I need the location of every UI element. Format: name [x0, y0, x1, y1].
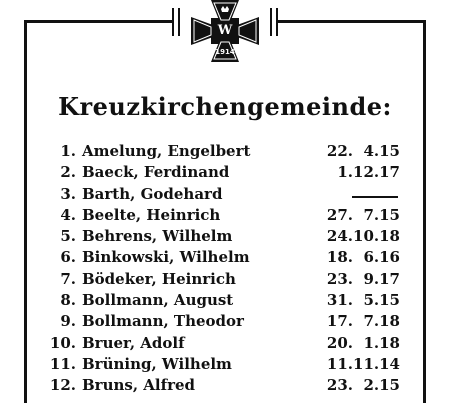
entry-name: Bollmann, Theodor	[82, 312, 244, 331]
entry-name: Baeck, Ferdinand	[82, 163, 230, 182]
entry-name: Bödeker, Heinrich	[82, 269, 236, 288]
entry-number: 6.	[60, 248, 76, 267]
list-entry	[0, 206, 450, 227]
entry-date: 1.12.17	[337, 163, 400, 182]
entry-date: 27. 7.15	[326, 205, 400, 224]
list-entry	[0, 185, 450, 206]
list-entry	[0, 376, 450, 397]
entry-date: 31. 5.15	[326, 291, 400, 310]
iron-cross-icon	[187, 0, 263, 62]
entry-name: Behrens, Wilhelm	[82, 227, 233, 246]
entry-number: 8.	[60, 291, 76, 310]
frame-ornament-bar	[276, 8, 278, 36]
entry-date-unknown-dash	[352, 196, 398, 198]
entry-name: Beelte, Heinrich	[82, 205, 221, 224]
entry-name: Bollmann, August	[82, 291, 234, 310]
entry-number: 3.	[60, 184, 76, 203]
frame-ornament-bar	[178, 8, 180, 36]
casualty-list	[0, 142, 450, 398]
entry-date: 18. 6.16	[326, 248, 400, 267]
list-entry	[0, 227, 450, 248]
list-entry	[0, 142, 450, 163]
entry-number: 10.	[49, 333, 76, 352]
list-entry	[0, 355, 450, 376]
list-entry	[0, 312, 450, 333]
entry-name: Binkowski, Wilhelm	[82, 248, 250, 267]
parish-heading: Kreuzkirchengemeinde:	[58, 92, 392, 121]
list-entry	[0, 163, 450, 184]
entry-number: 12.	[49, 376, 76, 395]
frame-border-top-left	[24, 20, 174, 23]
entry-date: 17. 7.18	[326, 312, 400, 331]
list-entry	[0, 334, 450, 355]
frame-ornament-bar	[270, 8, 272, 36]
entry-number: 2.	[60, 163, 76, 182]
entry-name: Brüning, Wilhelm	[82, 354, 232, 373]
entry-number: 11.	[49, 354, 76, 373]
cross-year: 1914	[215, 48, 235, 56]
entry-number: 7.	[60, 269, 76, 288]
entry-name: Bruns, Alfred	[82, 376, 196, 395]
entry-name: Amelung, Engelbert	[82, 142, 251, 160]
list-entry	[0, 291, 450, 312]
list-entry	[0, 248, 450, 269]
entry-number: 4.	[60, 205, 76, 224]
frame-border-top-right	[276, 20, 426, 23]
entry-date: 20. 1.18	[326, 333, 400, 352]
entry-date: 23. 9.17	[326, 269, 400, 288]
entry-number: 1.	[60, 142, 76, 160]
entry-name: Bruer, Adolf	[82, 333, 185, 352]
entry-date: 22. 4.15	[326, 142, 400, 160]
entry-number: 5.	[60, 227, 76, 246]
cross-monogram: W	[217, 23, 233, 38]
frame-ornament-bar	[172, 8, 174, 36]
entry-date: 23. 2.15	[326, 376, 400, 395]
entry-date: 11.11.14	[326, 354, 400, 373]
entry-name: Barth, Godehard	[82, 184, 223, 203]
entry-date: 24.10.18	[326, 227, 400, 246]
entry-number: 9.	[60, 312, 76, 331]
list-entry	[0, 270, 450, 291]
